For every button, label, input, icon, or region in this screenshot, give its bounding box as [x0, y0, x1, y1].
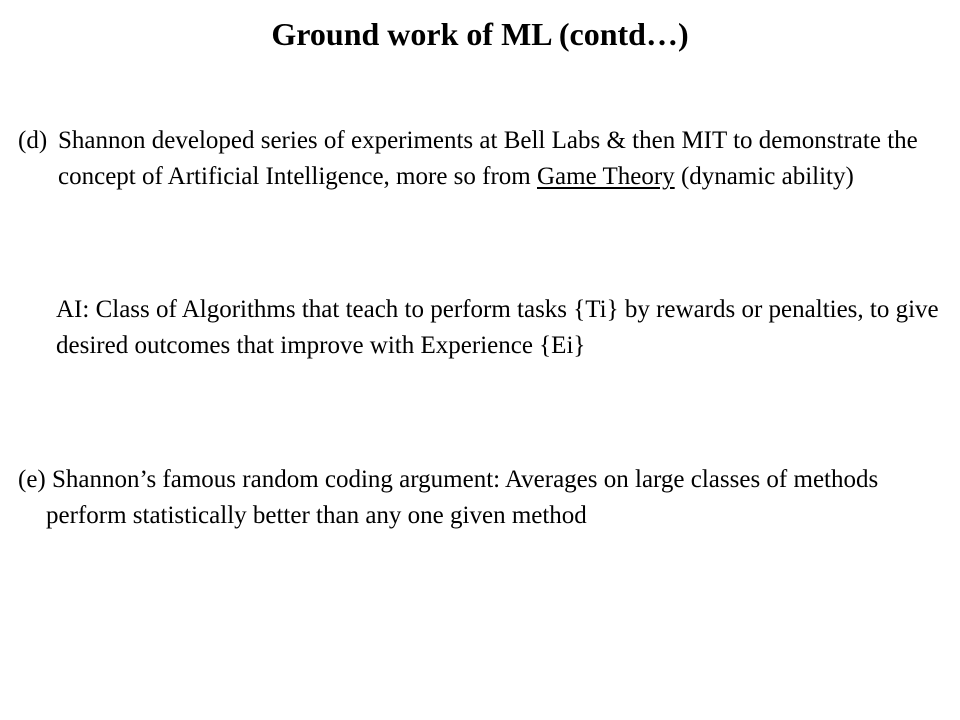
item-e-paragraph [18, 462, 926, 534]
item-d-paragraph [18, 123, 953, 195]
slide-title: Ground work of ML (contd…) [271, 16, 689, 52]
ai-definition-text: AI: Class of Algorithms that teach to perform tasks {Ti} by rewards or penalties, to give desired outcomes that improve with Experience {Ei} [56, 296, 939, 359]
ai-definition-paragraph [40, 292, 956, 364]
item-d-text [58, 123, 953, 195]
game-theory-underlined: Game Theory [537, 163, 675, 190]
item-e-text: (e) Shannon’s famous random coding argument: Averages on large classes of methods perform statistically better than any one given method [18, 466, 879, 529]
item-d-label: (d) [18, 127, 48, 154]
item-d-text-before: Shannon developed series of experiments at Bell Labs & then MIT to demonstrate the concept of Artificial Intelligence, more so from [58, 127, 918, 190]
item-d-text-after: (dynamic ability) [680, 163, 854, 190]
